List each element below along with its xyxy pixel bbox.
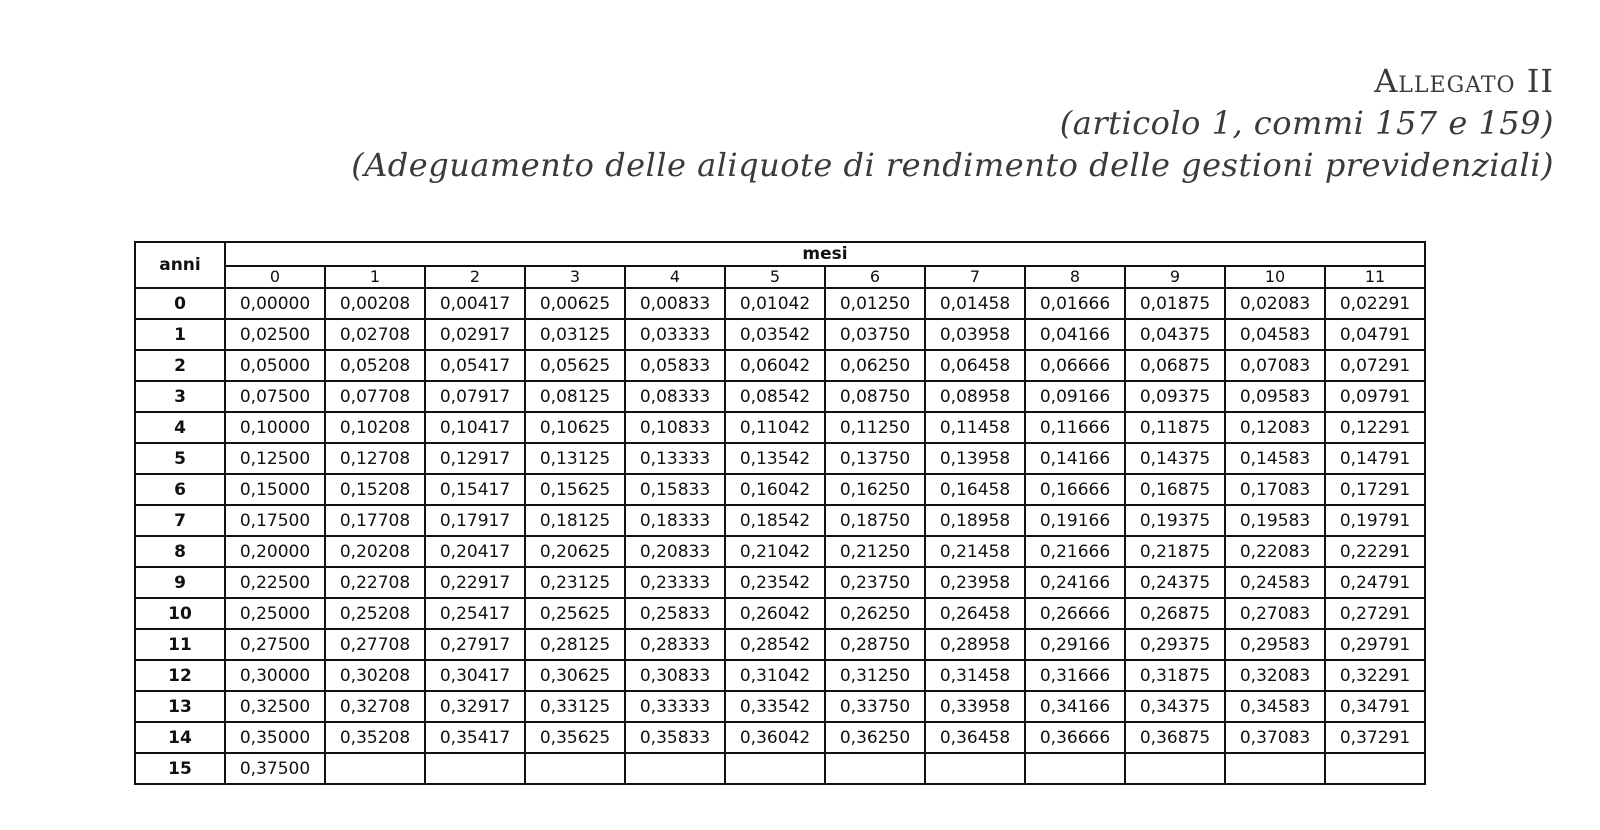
year-cell: 0	[135, 288, 225, 319]
rate-cell: 0,05833	[625, 350, 725, 381]
year-cell: 8	[135, 536, 225, 567]
rate-cell: 0,07708	[325, 381, 425, 412]
rate-cell: 0,18750	[825, 505, 925, 536]
rate-cell: 0,36250	[825, 722, 925, 753]
rate-cell: 0,11250	[825, 412, 925, 443]
month-header: 2	[425, 266, 525, 288]
rate-cell: 0,21458	[925, 536, 1025, 567]
rate-cell: 0,36666	[1025, 722, 1125, 753]
year-cell: 15	[135, 753, 225, 784]
rate-cell: 0,06875	[1125, 350, 1225, 381]
rate-cell: 0,30417	[425, 660, 525, 691]
rate-cell: 0,04791	[1325, 319, 1425, 350]
rate-cell: 0,36875	[1125, 722, 1225, 753]
rate-cell: 0,20000	[225, 536, 325, 567]
rate-cell: 0,14791	[1325, 443, 1425, 474]
rates-table	[134, 241, 1426, 785]
rate-cell: 0,28958	[925, 629, 1025, 660]
rate-cell: 0,34375	[1125, 691, 1225, 722]
rate-cell: 0,20417	[425, 536, 525, 567]
month-header: 10	[1225, 266, 1325, 288]
rate-cell: 0,05417	[425, 350, 525, 381]
rate-cell: 0,33125	[525, 691, 625, 722]
table-row	[135, 536, 1425, 567]
rate-cell: 0,18958	[925, 505, 1025, 536]
rate-cell: 0,24791	[1325, 567, 1425, 598]
table-row	[135, 629, 1425, 660]
rate-cell: 0,25833	[625, 598, 725, 629]
rate-cell: 0,06666	[1025, 350, 1125, 381]
rate-cell: 0,16666	[1025, 474, 1125, 505]
rate-cell: 0,17708	[325, 505, 425, 536]
rate-cell: 0,23333	[625, 567, 725, 598]
table-body	[135, 288, 1425, 784]
rate-cell: 0,18333	[625, 505, 725, 536]
rate-cell: 0,35000	[225, 722, 325, 753]
year-cell: 5	[135, 443, 225, 474]
rate-cell: 0,15208	[325, 474, 425, 505]
year-cell: 3	[135, 381, 225, 412]
years-header: anni	[135, 242, 225, 288]
rate-cell: 0,08750	[825, 381, 925, 412]
rate-cell: 0,05208	[325, 350, 425, 381]
rate-cell: 0,19166	[1025, 505, 1125, 536]
rate-cell: 0,31042	[725, 660, 825, 691]
rate-cell: 0,01875	[1125, 288, 1225, 319]
year-cell: 2	[135, 350, 225, 381]
rate-cell: 0,18125	[525, 505, 625, 536]
rate-cell: 0,34166	[1025, 691, 1125, 722]
rate-cell: 0,31458	[925, 660, 1025, 691]
rate-cell: 0,32917	[425, 691, 525, 722]
rate-cell: 0,02708	[325, 319, 425, 350]
rate-cell: 0,08125	[525, 381, 625, 412]
article-reference: (articolo 1, commi 157 e 159)	[1059, 104, 1554, 142]
rate-cell: 0,19791	[1325, 505, 1425, 536]
rate-cell: 0,00625	[525, 288, 625, 319]
rate-cell: 0,25417	[425, 598, 525, 629]
table-row	[135, 722, 1425, 753]
rate-cell: 0,23958	[925, 567, 1025, 598]
rate-cell: 0,13333	[625, 443, 725, 474]
rate-cell: 0,30208	[325, 660, 425, 691]
annex-title: Allegato II	[1374, 62, 1554, 100]
month-header: 8	[1025, 266, 1125, 288]
months-group-header: mesi	[225, 242, 1425, 266]
rate-cell: 0,36042	[725, 722, 825, 753]
rate-cell: 0,20625	[525, 536, 625, 567]
month-header: 1	[325, 266, 425, 288]
rate-cell: 0,29375	[1125, 629, 1225, 660]
table-row	[135, 598, 1425, 629]
rate-cell: 0,08542	[725, 381, 825, 412]
rate-cell: 0,16042	[725, 474, 825, 505]
year-cell: 14	[135, 722, 225, 753]
rate-cell: 0,14375	[1125, 443, 1225, 474]
rate-cell: 0,06458	[925, 350, 1025, 381]
rate-cell: 0,12083	[1225, 412, 1325, 443]
rate-cell: 0,22917	[425, 567, 525, 598]
rate-cell: 0,15000	[225, 474, 325, 505]
rate-cell: 0,03542	[725, 319, 825, 350]
year-cell: 12	[135, 660, 225, 691]
month-header: 7	[925, 266, 1025, 288]
rate-cell: 0,00000	[225, 288, 325, 319]
rate-cell: 0,27500	[225, 629, 325, 660]
rate-cell: 0,30833	[625, 660, 725, 691]
table-row	[135, 505, 1425, 536]
rate-cell: 0,22708	[325, 567, 425, 598]
rate-cell: 0,30625	[525, 660, 625, 691]
rate-cell: 0,26042	[725, 598, 825, 629]
rate-cell: 0,03333	[625, 319, 725, 350]
rate-cell: 0,09583	[1225, 381, 1325, 412]
rate-cell: 0,32708	[325, 691, 425, 722]
rate-cell: 0,12500	[225, 443, 325, 474]
year-cell: 6	[135, 474, 225, 505]
rate-cell: 0,22500	[225, 567, 325, 598]
rate-cell: 0,26458	[925, 598, 1025, 629]
rate-cell: 0,05625	[525, 350, 625, 381]
rate-cell: 0,16458	[925, 474, 1025, 505]
rate-cell	[325, 753, 425, 784]
rate-cell: 0,27291	[1325, 598, 1425, 629]
rate-cell: 0,08958	[925, 381, 1025, 412]
rate-cell: 0,34791	[1325, 691, 1425, 722]
month-header: 6	[825, 266, 925, 288]
rate-cell: 0,13750	[825, 443, 925, 474]
table-row	[135, 381, 1425, 412]
month-header: 3	[525, 266, 625, 288]
rate-cell: 0,01666	[1025, 288, 1125, 319]
rate-cell: 0,31875	[1125, 660, 1225, 691]
rate-cell: 0,33333	[625, 691, 725, 722]
rate-cell: 0,00208	[325, 288, 425, 319]
rate-cell: 0,37083	[1225, 722, 1325, 753]
rate-cell: 0,22083	[1225, 536, 1325, 567]
rate-cell: 0,26875	[1125, 598, 1225, 629]
rate-cell: 0,15625	[525, 474, 625, 505]
rate-cell: 0,16250	[825, 474, 925, 505]
rate-cell	[1025, 753, 1125, 784]
rate-cell: 0,10625	[525, 412, 625, 443]
rate-cell: 0,28125	[525, 629, 625, 660]
annex-subject: (Adeguamento delle aliquote di rendimento delle gestioni previdenziali)	[351, 146, 1554, 184]
rate-cell: 0,17083	[1225, 474, 1325, 505]
rate-cell: 0,18542	[725, 505, 825, 536]
rate-cell: 0,19583	[1225, 505, 1325, 536]
rate-cell: 0,27917	[425, 629, 525, 660]
rate-cell: 0,25000	[225, 598, 325, 629]
month-header: 9	[1125, 266, 1225, 288]
rate-cell	[725, 753, 825, 784]
rate-cell: 0,32500	[225, 691, 325, 722]
table-row	[135, 319, 1425, 350]
rate-cell: 0,25625	[525, 598, 625, 629]
rate-cell: 0,29791	[1325, 629, 1425, 660]
document-heading	[351, 60, 1554, 186]
month-header: 0	[225, 266, 325, 288]
rate-cell: 0,30000	[225, 660, 325, 691]
header-row-group	[135, 242, 1425, 266]
rate-cell: 0,07083	[1225, 350, 1325, 381]
rate-cell: 0,31250	[825, 660, 925, 691]
rate-cell: 0,15417	[425, 474, 525, 505]
rate-cell: 0,11458	[925, 412, 1025, 443]
rate-cell: 0,21666	[1025, 536, 1125, 567]
rate-cell: 0,22291	[1325, 536, 1425, 567]
table-row	[135, 412, 1425, 443]
month-header: 11	[1325, 266, 1425, 288]
rate-cell: 0,21042	[725, 536, 825, 567]
rate-cell: 0,10833	[625, 412, 725, 443]
year-cell: 4	[135, 412, 225, 443]
table-row	[135, 474, 1425, 505]
rate-cell: 0,00417	[425, 288, 525, 319]
rate-cell: 0,20833	[625, 536, 725, 567]
table-row	[135, 691, 1425, 722]
rate-cell: 0,15833	[625, 474, 725, 505]
rate-cell: 0,03750	[825, 319, 925, 350]
rate-cell: 0,01042	[725, 288, 825, 319]
rate-cell: 0,02083	[1225, 288, 1325, 319]
rate-cell: 0,13125	[525, 443, 625, 474]
rate-cell: 0,33750	[825, 691, 925, 722]
rate-cell: 0,21875	[1125, 536, 1225, 567]
rate-cell: 0,37500	[225, 753, 325, 784]
rate-cell: 0,13958	[925, 443, 1025, 474]
rate-cell: 0,11875	[1125, 412, 1225, 443]
rate-cell: 0,04166	[1025, 319, 1125, 350]
rates-table-container	[134, 241, 1426, 785]
rate-cell: 0,06250	[825, 350, 925, 381]
rate-cell	[625, 753, 725, 784]
rate-cell: 0,04583	[1225, 319, 1325, 350]
rate-cell: 0,23125	[525, 567, 625, 598]
rate-cell: 0,19375	[1125, 505, 1225, 536]
rate-cell: 0,28750	[825, 629, 925, 660]
rate-cell: 0,17291	[1325, 474, 1425, 505]
rate-cell: 0,05000	[225, 350, 325, 381]
rate-cell	[525, 753, 625, 784]
rate-cell: 0,32291	[1325, 660, 1425, 691]
rate-cell: 0,20208	[325, 536, 425, 567]
rate-cell: 0,17500	[225, 505, 325, 536]
rate-cell	[1125, 753, 1225, 784]
rate-cell: 0,12708	[325, 443, 425, 474]
rate-cell: 0,23542	[725, 567, 825, 598]
rate-cell: 0,10417	[425, 412, 525, 443]
rate-cell: 0,01250	[825, 288, 925, 319]
rate-cell	[825, 753, 925, 784]
month-header: 5	[725, 266, 825, 288]
rate-cell: 0,02917	[425, 319, 525, 350]
rate-cell: 0,37291	[1325, 722, 1425, 753]
rate-cell: 0,00833	[625, 288, 725, 319]
rate-cell: 0,26250	[825, 598, 925, 629]
rate-cell: 0,09375	[1125, 381, 1225, 412]
rate-cell: 0,07291	[1325, 350, 1425, 381]
rate-cell: 0,17917	[425, 505, 525, 536]
rate-cell: 0,31666	[1025, 660, 1125, 691]
rate-cell: 0,13542	[725, 443, 825, 474]
rate-cell: 0,09166	[1025, 381, 1125, 412]
rate-cell: 0,11042	[725, 412, 825, 443]
table-row	[135, 443, 1425, 474]
rate-cell: 0,25208	[325, 598, 425, 629]
rate-cell: 0,02500	[225, 319, 325, 350]
rate-cell: 0,32083	[1225, 660, 1325, 691]
rate-cell: 0,35208	[325, 722, 425, 753]
rate-cell: 0,08333	[625, 381, 725, 412]
rate-cell: 0,29583	[1225, 629, 1325, 660]
table-row	[135, 288, 1425, 319]
year-cell: 1	[135, 319, 225, 350]
rate-cell: 0,14166	[1025, 443, 1125, 474]
rate-cell	[1225, 753, 1325, 784]
rate-cell: 0,12291	[1325, 412, 1425, 443]
rate-cell	[925, 753, 1025, 784]
rate-cell: 0,24166	[1025, 567, 1125, 598]
rate-cell: 0,36458	[925, 722, 1025, 753]
rate-cell: 0,35833	[625, 722, 725, 753]
rate-cell: 0,28542	[725, 629, 825, 660]
rate-cell: 0,02291	[1325, 288, 1425, 319]
rate-cell: 0,04375	[1125, 319, 1225, 350]
rate-cell	[1325, 753, 1425, 784]
rate-cell: 0,12917	[425, 443, 525, 474]
rate-cell: 0,01458	[925, 288, 1025, 319]
rate-cell: 0,24583	[1225, 567, 1325, 598]
rate-cell: 0,07500	[225, 381, 325, 412]
rate-cell: 0,11666	[1025, 412, 1125, 443]
rate-cell: 0,14583	[1225, 443, 1325, 474]
year-cell: 9	[135, 567, 225, 598]
rate-cell: 0,06042	[725, 350, 825, 381]
rate-cell: 0,35417	[425, 722, 525, 753]
rate-cell: 0,03125	[525, 319, 625, 350]
year-cell: 7	[135, 505, 225, 536]
rate-cell: 0,24375	[1125, 567, 1225, 598]
rate-cell: 0,27083	[1225, 598, 1325, 629]
rate-cell	[425, 753, 525, 784]
header-row-months	[135, 266, 1425, 288]
year-cell: 13	[135, 691, 225, 722]
rate-cell: 0,35625	[525, 722, 625, 753]
rate-cell: 0,10000	[225, 412, 325, 443]
month-header: 4	[625, 266, 725, 288]
rate-cell: 0,21250	[825, 536, 925, 567]
table-row	[135, 753, 1425, 784]
year-cell: 10	[135, 598, 225, 629]
rate-cell: 0,28333	[625, 629, 725, 660]
rate-cell: 0,33958	[925, 691, 1025, 722]
rate-cell: 0,10208	[325, 412, 425, 443]
rate-cell: 0,23750	[825, 567, 925, 598]
rate-cell: 0,03958	[925, 319, 1025, 350]
rate-cell: 0,16875	[1125, 474, 1225, 505]
table-row	[135, 350, 1425, 381]
rate-cell: 0,26666	[1025, 598, 1125, 629]
rate-cell: 0,33542	[725, 691, 825, 722]
rate-cell: 0,29166	[1025, 629, 1125, 660]
rate-cell: 0,07917	[425, 381, 525, 412]
table-row	[135, 567, 1425, 598]
table-row	[135, 660, 1425, 691]
rate-cell: 0,27708	[325, 629, 425, 660]
rate-cell: 0,34583	[1225, 691, 1325, 722]
rate-cell: 0,09791	[1325, 381, 1425, 412]
year-cell: 11	[135, 629, 225, 660]
